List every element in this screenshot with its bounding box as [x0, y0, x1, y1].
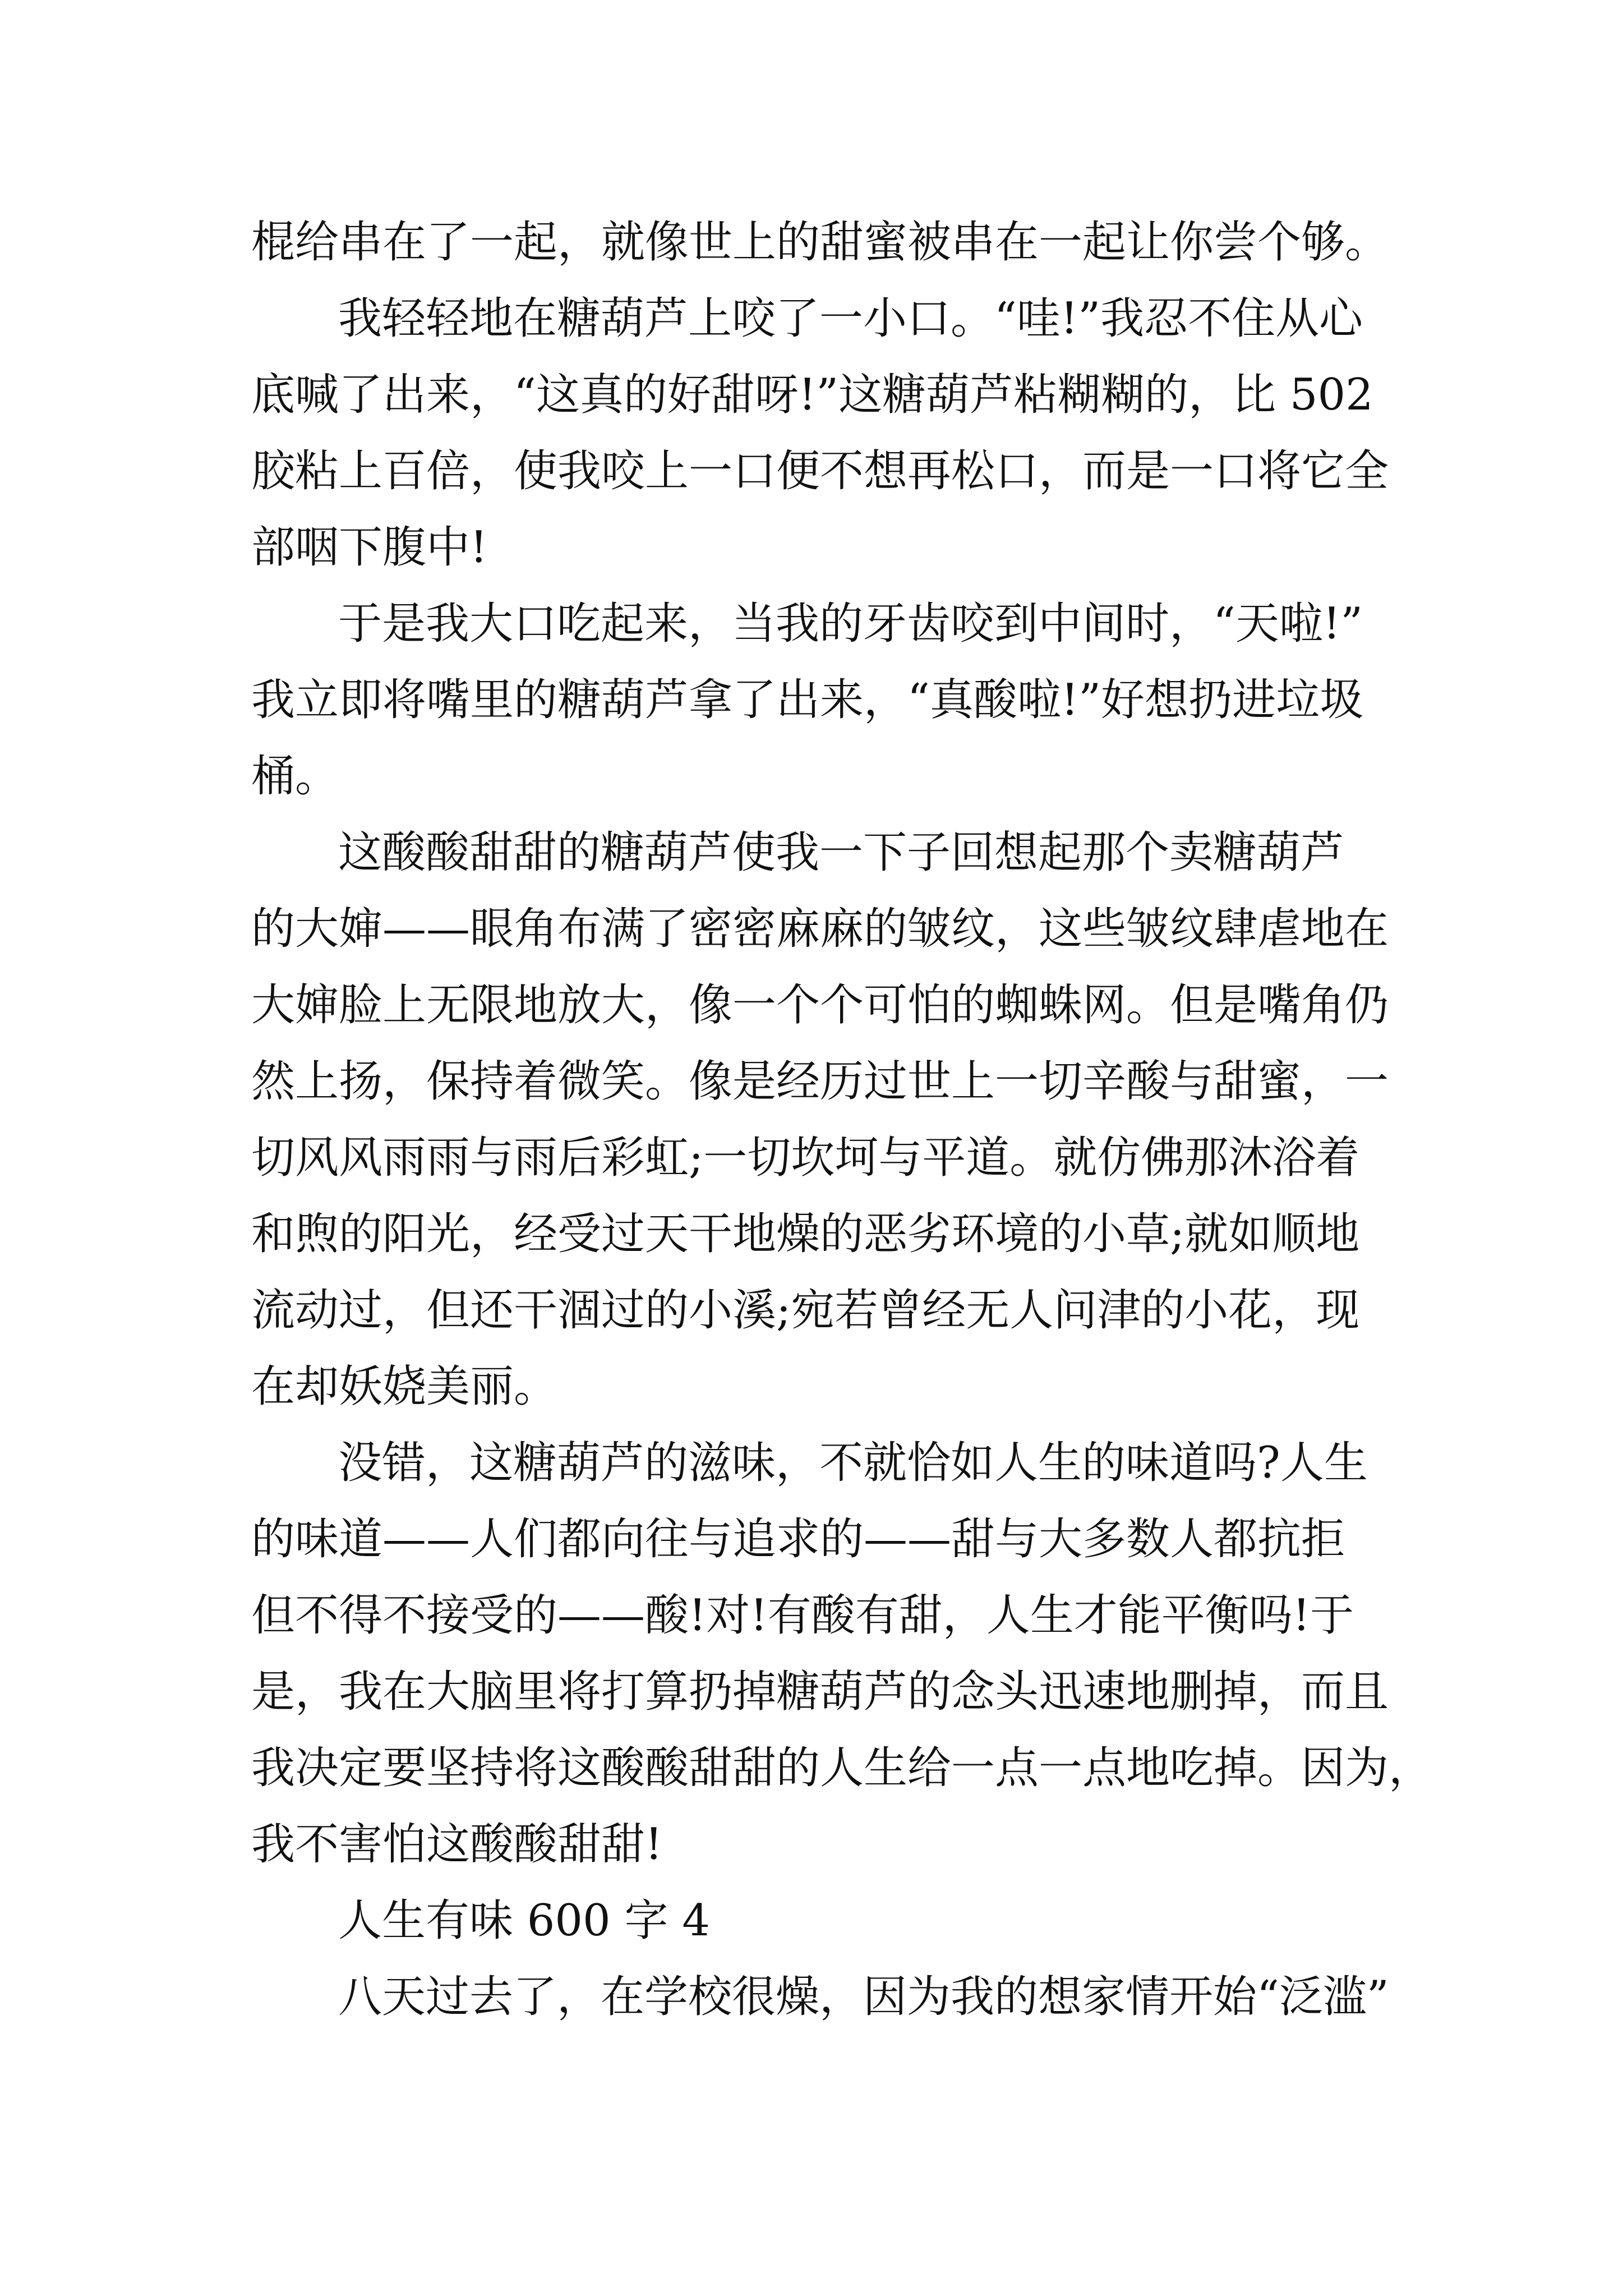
text-line: 我不害怕这酸酸甜甜!: [251, 1819, 663, 1870]
text-line: 但不得不接受的——酸!对!有酸有甜，人生才能平衡吗!于: [251, 1590, 1354, 1641]
text-line: 和煦的阳光，经受过天干地燥的恶劣环境的小草;就如顺地: [251, 1209, 1360, 1259]
text-line: 胶粘上百倍，使我咬上一口便不想再松口，而是一口将它全: [251, 446, 1389, 496]
paragraph-first-line: 于是我大口吃起来，当我的牙齿咬到中间时，“天啦!”: [338, 599, 1363, 649]
text-line: 我立即将嘴里的糖葫芦拿了出来，“真酸啦!”好想扔进垃圾: [251, 675, 1364, 725]
paragraph-first-line: 我轻轻地在糖葫芦上咬了一小口。“哇!”我忍不住从心: [338, 293, 1363, 344]
text-line: 部咽下腹中!: [251, 522, 488, 573]
section-heading: 人生有味 600 字 4: [338, 1895, 710, 1946]
text-line: 的大婶——眼角布满了密密麻麻的皱纹，这些皱纹肆虐地在: [251, 904, 1389, 954]
text-line: 是，我在大脑里将打算扔掉糖葫芦的念头迅速地删掉，而且: [251, 1667, 1389, 1717]
text-line: 的味道——人们都向往与追求的——甜与大多数人都抗拒: [251, 1514, 1345, 1565]
text-line: 然上扬，保持着微笑。像是经历过世上一切辛酸与甜蜜，一: [251, 1056, 1389, 1107]
text-line: 大婶脸上无限地放大，像一个个可怕的蜘蛛网。但是嘴角仍: [251, 980, 1389, 1030]
text-line: 棍给串在了一起，就像世上的甜蜜被串在一起让你尝个够。: [251, 217, 1389, 268]
paragraph-first-line: 这酸酸甜甜的糖葫芦使我一下子回想起那个卖糖葫芦: [338, 827, 1345, 878]
text-line: 桶。: [251, 751, 339, 802]
text-line: 我决定要坚持将这酸酸甜甜的人生给一点一点地吃掉。因为，: [251, 1743, 1433, 1793]
text-line: 切风风雨雨与雨后彩虹;一切坎坷与平道。就仿佛那沐浴着: [251, 1133, 1360, 1183]
text-line: 在却妖娆美丽。: [251, 1361, 558, 1412]
text-line: 底喊了出来，“这真的好甜呀!”这糖葫芦粘糊糊的，比 502: [251, 370, 1373, 420]
text-line: 流动过，但还干涸过的小溪;宛若曾经无人问津的小花，现: [251, 1285, 1360, 1336]
paragraph-first-line: 没错，这糖葫芦的滋味，不就恰如人生的味道吗?人生: [338, 1438, 1368, 1488]
paragraph-first-line: 八天过去了，在学校很燥，因为我的想家情开始“泛滥”: [338, 1972, 1389, 2022]
